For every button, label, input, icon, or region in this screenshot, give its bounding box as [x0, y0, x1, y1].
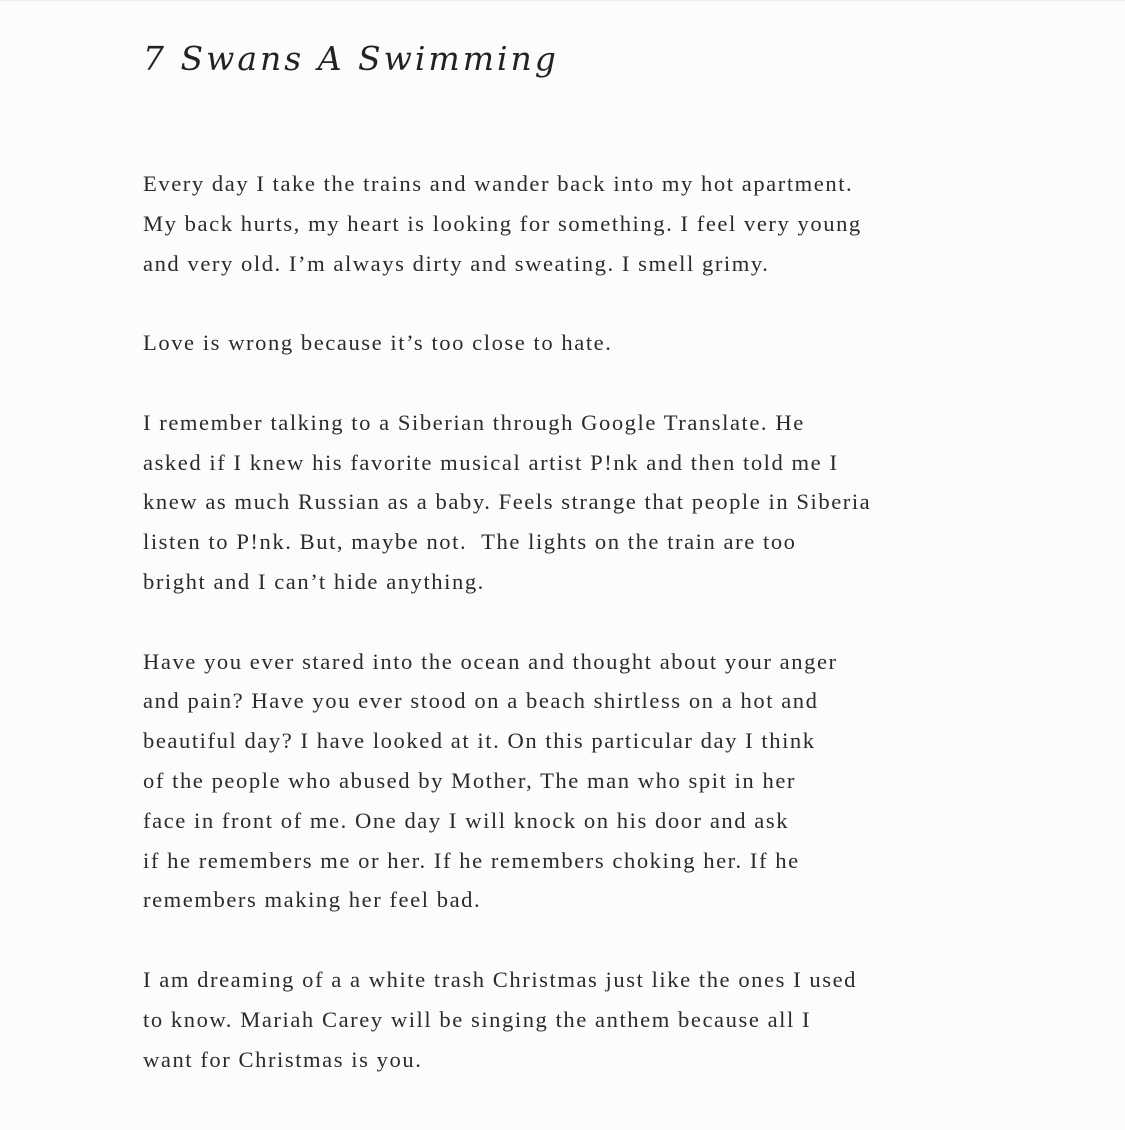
text-line: I am dreaming of a a white trash Christmas just like the ones I used — [143, 966, 858, 992]
text-line: I remember talking to a Siberian through Google Translate. He — [143, 409, 805, 435]
paragraph-1 — [143, 164, 1023, 283]
text-line: face in front of me. One day I will knock on his door and ask — [143, 807, 790, 833]
text-line: Love is wrong because it’s too close to hate. — [143, 330, 613, 356]
paragraph-5 — [143, 960, 1023, 1079]
document-body — [143, 164, 1023, 1119]
text-line: to know. Mariah Carey will be singing the anthem because all I — [143, 1006, 812, 1032]
text-line: remembers making her feel bad. — [143, 887, 482, 913]
text-line: of the people who abused by Mother, The man who spit in her — [143, 767, 796, 793]
text-line: if he remembers me or her. If he remembers choking her. If he — [143, 847, 800, 873]
text-line: listen to P!nk. But, maybe not. The lights on the train are too — [143, 529, 797, 555]
text-line: want for Christmas is you. — [143, 1046, 423, 1072]
text-line: My back hurts, my heart is looking for something. I feel very young — [143, 210, 862, 236]
text-line: Every day I take the trains and wander back into my hot apartment. — [143, 171, 854, 196]
text-line: knew as much Russian as a baby. Feels strange that people in Siberia — [143, 489, 872, 515]
text-line: Have you ever stared into the ocean and thought about your anger — [143, 648, 838, 674]
text-line: and very old. I’m always dirty and sweating. I smell grimy. — [143, 250, 770, 276]
text-line: bright and I can’t hide anything. — [143, 568, 485, 594]
text-line: asked if I knew his favorite musical artist P!nk and then told me I — [143, 449, 839, 475]
text-line: beautiful day? I have looked at it. On this particular day I think — [143, 728, 816, 754]
text-line: and pain? Have you ever stood on a beach shirtless on a hot and — [143, 688, 819, 714]
paragraph-4 — [143, 642, 1023, 921]
paragraph-2 — [143, 323, 1023, 363]
paragraph-3 — [143, 403, 1023, 602]
page-title: 7 Swans A Swimming — [143, 39, 559, 78]
